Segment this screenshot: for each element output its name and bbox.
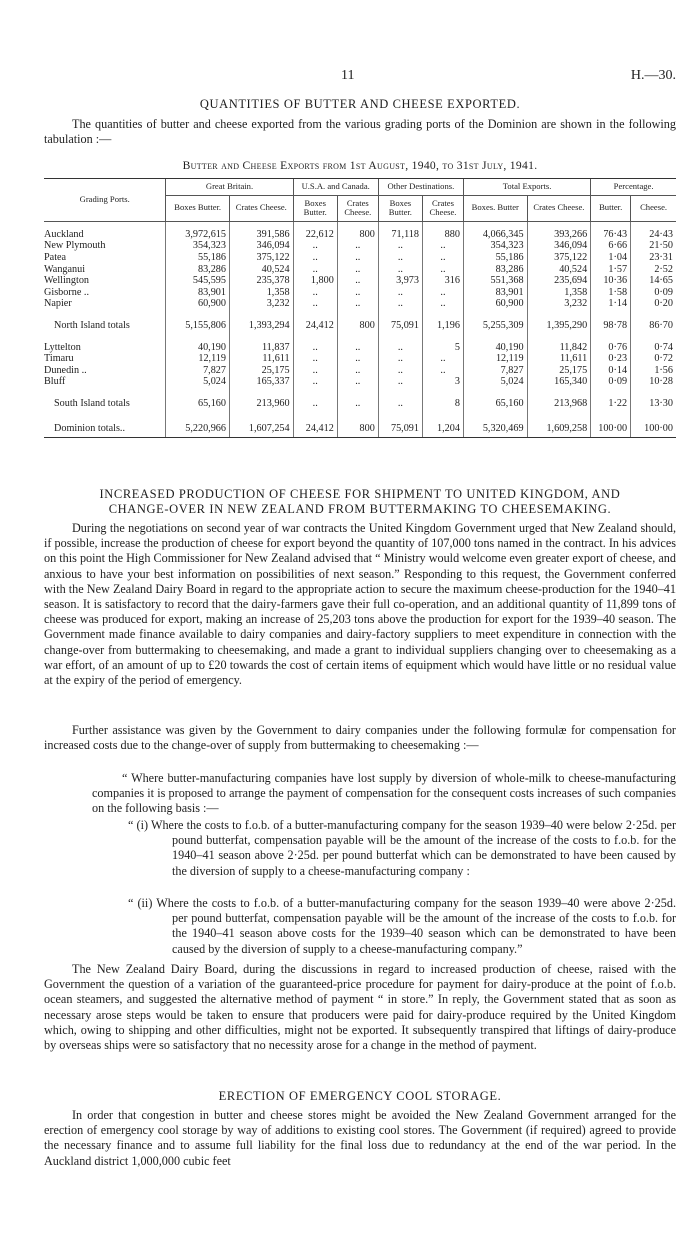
port-name-cell: Timaru	[44, 353, 74, 365]
spacer-cell	[591, 310, 631, 317]
spacer-cell	[44, 310, 166, 317]
value-cell: 235,694	[527, 275, 591, 287]
value-cell: 83,901	[463, 287, 527, 299]
header-total-exports: Total Exports.	[463, 179, 590, 196]
spacer-cell	[166, 310, 230, 317]
page-number: 11	[341, 68, 355, 83]
spacer-cell	[166, 335, 230, 342]
spacer-cell	[463, 221, 527, 229]
value-cell: ..	[378, 395, 422, 413]
value-cell: 0·72	[631, 353, 676, 365]
value-cell: 3,232	[527, 298, 591, 310]
spacer-cell	[631, 413, 676, 420]
spacer-cell	[378, 310, 422, 317]
paragraph-dairy-board: The New Zealand Dairy Board, during the discussions in regard to increased production of cheese, raised with the Government the question of a variation of the guaranteed-price procedure for payment for dairy-produce at the point of f.o.b. ocean steamers, and suggested the alternative method of payment “ in store.” In reply, the Government stated that as soon as necessary arose steps would be taken to ensure that producers were paid for dairy-produce required by the United Kingdom which, owing to shipping and other difficulties, might not be exported. It subsequently transpired that liftings of dairy-produce by overseas ships were so satisfactory that no necessity arose for a change in the method of payment.	[44, 962, 676, 1053]
value-cell: 4,066,345	[463, 229, 527, 241]
value-cell: 5,255,309	[463, 317, 527, 335]
value-cell: 1·14	[591, 298, 631, 310]
value-cell: ..	[337, 252, 378, 264]
value-cell: 55,186	[463, 252, 527, 264]
subheader-cell: Boxes Butter.	[166, 195, 230, 221]
spacer-cell	[229, 221, 293, 229]
table-row	[44, 365, 676, 377]
spacer-cell	[527, 335, 591, 342]
value-cell: ..	[293, 298, 337, 310]
value-cell: 0·76	[591, 342, 631, 354]
spacer-cell	[44, 413, 166, 420]
table-spacer-row	[44, 388, 676, 395]
value-cell: ..	[422, 353, 463, 365]
port-name-cell: Lyttelton	[44, 341, 81, 353]
value-cell: 40,524	[527, 264, 591, 276]
value-cell: 1·04	[591, 252, 631, 264]
value-cell: 40,190	[463, 342, 527, 354]
spacer-cell	[378, 221, 422, 229]
value-cell: 1,800	[293, 275, 337, 287]
value-cell: 0·74	[631, 342, 676, 354]
spacer-cell	[166, 221, 230, 229]
value-cell: 213,968	[527, 395, 591, 413]
subheader-cell: Butter.	[591, 195, 631, 221]
value-cell: 22,612	[293, 229, 337, 241]
value-cell: 40,190	[166, 342, 230, 354]
value-cell: ..	[293, 376, 337, 388]
value-cell: 100·00	[591, 420, 631, 438]
port-name-cell: Auckland	[44, 228, 84, 240]
table-spacer-row	[44, 335, 676, 342]
spacer-cell	[422, 413, 463, 420]
table-row	[44, 252, 676, 264]
spacer-cell	[463, 413, 527, 420]
value-cell: ..	[337, 298, 378, 310]
value-cell: 316	[422, 275, 463, 287]
value-cell: 76·43	[591, 229, 631, 241]
subheader-cell: Crates Cheese.	[229, 195, 293, 221]
value-cell: 5	[422, 342, 463, 354]
value-cell: ..	[337, 342, 378, 354]
table-group-header-row	[44, 179, 676, 196]
value-cell: 800	[337, 420, 378, 438]
value-cell: 83,286	[463, 264, 527, 276]
value-cell: ..	[422, 252, 463, 264]
subheader-cell: Crates Cheese.	[337, 195, 378, 221]
spacer-cell	[293, 413, 337, 420]
value-cell: 375,122	[527, 252, 591, 264]
section-title-exports: QUANTITIES OF BUTTER AND CHEESE EXPORTED.	[199, 97, 521, 111]
value-cell: ..	[293, 252, 337, 264]
formula-item-i: “ (i) Where the costs to f.o.b. of a butter-manufacturing company for the season 1939–40 were below 2·25d. per pound butterfat, compensation payable will be the amount of the increase of the costs to f.o.b. for the 1940–41 season above 2·25d. per pound butterfat which can be demonstrated to have been caused by the diversion of supply to a cheese-manufacturing company :	[128, 818, 676, 878]
value-cell: 98·78	[591, 317, 631, 335]
spacer-cell	[631, 388, 676, 395]
header-usa-canada: U.S.A. and Canada.	[293, 179, 378, 196]
spacer-cell	[631, 335, 676, 342]
value-cell: 1·58	[591, 287, 631, 299]
value-cell: 6·66	[591, 240, 631, 252]
value-cell: ..	[422, 287, 463, 299]
table-row	[44, 353, 676, 365]
spacer-cell	[293, 388, 337, 395]
value-cell: 545,595	[166, 275, 230, 287]
value-cell: 1,196	[422, 317, 463, 335]
value-cell: 1,358	[527, 287, 591, 299]
value-cell: 75,091	[378, 420, 422, 438]
spacer-cell	[293, 221, 337, 229]
value-cell: ..	[293, 240, 337, 252]
value-cell: 40,524	[229, 264, 293, 276]
value-cell: ..	[378, 342, 422, 354]
table-spacer-row	[44, 221, 676, 229]
quote-compensation-basis: “ Where butter-manufacturing companies have lost supply by diversion of whole-milk to cheese-manufacturing companies it is proposed to arrange the payment of compensation for the consequent costs increases of such companies on the following basis :—	[92, 771, 676, 816]
value-cell: ..	[337, 264, 378, 276]
port-name-cell: Bluff	[44, 376, 66, 388]
value-cell: 25,175	[527, 365, 591, 377]
value-cell: 12,119	[166, 353, 230, 365]
value-cell: 11,842	[527, 342, 591, 354]
spacer-cell	[527, 388, 591, 395]
value-cell: 12,119	[463, 353, 527, 365]
value-cell: ..	[337, 275, 378, 287]
spacer-cell	[44, 388, 166, 395]
spacer-cell	[463, 335, 527, 342]
value-cell: ..	[378, 353, 422, 365]
spacer-cell	[229, 310, 293, 317]
spacer-cell	[422, 388, 463, 395]
value-cell: 165,340	[527, 376, 591, 388]
value-cell: 71,118	[378, 229, 422, 241]
table-row	[44, 264, 676, 276]
value-cell: 24,412	[293, 420, 337, 438]
value-cell: 55,186	[166, 252, 230, 264]
value-cell: 7,827	[166, 365, 230, 377]
value-cell: 1·22	[591, 395, 631, 413]
value-cell: 13·30	[631, 395, 676, 413]
spacer-cell	[527, 413, 591, 420]
value-cell: ..	[422, 298, 463, 310]
paragraph-negotiations: During the negotiations on second year of war contracts the United Kingdom Government urged that New Zealand should, if possible, increase the production of cheese for export beyond the quantity of 107,000 tons named in the contract. In his advices on this point the High Commissioner for New Zealand advised that “ Ministry would welcome even greater export of cheese, and anxious to have your best information on possibilities of next season.” Responding to this request, the Government conferred with the New Zealand Dairy Board in regard to the appropriate action to secure the maximum cheese-production for the 1940–41 season. It is satisfactory to record that the dairy-farmers gave their full co-operation, and an additional quantity of 11,899 tons of cheese was produced for export, making an increase of 25,203 tons above the production for export for the 1939–40 season. The Government made finance available to dairy companies and dairy-factory suppliers to meet expenditure in connection with the change-over from buttermaking to cheesemaking, and made a grant to individual suppliers changing over to cheesemaking as a war effort, of an amount of up to £20 towards the cost of certain items of equipment which would have little or no residual value at the expiry of the period of emergency.	[44, 521, 676, 688]
subheader-cell: Boxes Butter.	[293, 195, 337, 221]
spacer-cell	[44, 335, 166, 342]
port-name-cell: North Island totals	[54, 319, 130, 331]
value-cell: 354,323	[166, 240, 230, 252]
value-cell: 11,611	[527, 353, 591, 365]
value-cell: 0·23	[591, 353, 631, 365]
value-cell: 21·50	[631, 240, 676, 252]
spacer-cell	[527, 310, 591, 317]
section-title-cheese-line1: INCREASED PRODUCTION OF CHEESE FOR SHIPMENT TO UNITED KINGDOM, AND	[99, 487, 621, 501]
subheader-cell: Boxes Butter.	[378, 195, 422, 221]
value-cell: 800	[337, 317, 378, 335]
value-cell: 8	[422, 395, 463, 413]
document-reference: H.—30.	[630, 68, 676, 83]
value-cell: 3,973	[378, 275, 422, 287]
table-row	[44, 342, 676, 354]
spacer-cell	[527, 221, 591, 229]
value-cell: 346,094	[527, 240, 591, 252]
spacer-cell	[422, 221, 463, 229]
exports-table	[44, 178, 676, 438]
value-cell: 10·28	[631, 376, 676, 388]
table-row	[44, 287, 676, 299]
value-cell: 0·20	[631, 298, 676, 310]
value-cell: ..	[378, 264, 422, 276]
value-cell: 65,160	[166, 395, 230, 413]
value-cell: ..	[293, 395, 337, 413]
value-cell: ..	[293, 353, 337, 365]
value-cell: 65,160	[463, 395, 527, 413]
intro-paragraph: The quantities of butter and cheese exported from the various grading ports of the Dominion are shown in the following tabulation :—	[44, 117, 676, 147]
port-name-cell: Dominion totals..	[44, 420, 166, 438]
spacer-cell	[422, 310, 463, 317]
table-row	[44, 376, 676, 388]
value-cell: 3	[422, 376, 463, 388]
value-cell: 2·52	[631, 264, 676, 276]
value-cell: ..	[337, 365, 378, 377]
value-cell: ..	[293, 342, 337, 354]
table-total-row	[44, 317, 676, 335]
value-cell: 551,368	[463, 275, 527, 287]
section-title-cheese-line2: CHANGE-OVER IN NEW ZEALAND FROM BUTTERMAKING TO CHEESEMAKING.	[108, 502, 612, 516]
header-percentage: Percentage.	[591, 179, 676, 196]
value-cell: 0·09	[631, 287, 676, 299]
value-cell: 86·70	[631, 317, 676, 335]
value-cell: ..	[422, 240, 463, 252]
value-cell: ..	[378, 252, 422, 264]
value-cell: 14·65	[631, 275, 676, 287]
value-cell: 0·09	[591, 376, 631, 388]
table-spacer-row	[44, 413, 676, 420]
spacer-cell	[44, 221, 166, 229]
table-row	[44, 240, 676, 252]
table-caption: Butter and Cheese Exports from 1st August, 1940, to 31st July, 1941.	[182, 159, 538, 172]
value-cell: 5,024	[166, 376, 230, 388]
paragraph-cool-storage: In order that congestion in butter and cheese stores might be avoided the New Zealand Government arranged for the erection of emergency cool storage by way of additions to existing cool stores. The Government (if required) agreed to provide the necessary finance and to assume full liability for the final loss due to redundancy at the end of the war period. In the Auckland district 1,000,000 cubic feet	[44, 1108, 676, 1168]
spacer-cell	[463, 388, 527, 395]
value-cell: 375,122	[229, 252, 293, 264]
header-grading-ports: Grading Ports.	[44, 179, 166, 222]
spacer-cell	[337, 388, 378, 395]
spacer-cell	[337, 221, 378, 229]
value-cell: ..	[422, 365, 463, 377]
port-name-cell: Wanganui	[44, 263, 86, 275]
spacer-cell	[591, 413, 631, 420]
spacer-cell	[229, 413, 293, 420]
table-total-row	[44, 395, 676, 413]
port-name-cell: South Island totals	[54, 397, 130, 409]
spacer-cell	[631, 221, 676, 229]
value-cell: 23·31	[631, 252, 676, 264]
value-cell: 393,266	[527, 229, 591, 241]
port-name-cell: Wellington	[44, 275, 90, 287]
table-row	[44, 298, 676, 310]
value-cell: 83,286	[166, 264, 230, 276]
spacer-cell	[229, 388, 293, 395]
value-cell: 100·00	[631, 420, 676, 438]
value-cell: ..	[422, 264, 463, 276]
value-cell: 5,220,966	[166, 420, 230, 438]
table-row	[44, 229, 676, 241]
value-cell: 800	[337, 229, 378, 241]
value-cell: ..	[337, 240, 378, 252]
port-name-cell: New Plymouth	[44, 240, 106, 252]
spacer-cell	[631, 310, 676, 317]
value-cell: 5,024	[463, 376, 527, 388]
value-cell: 1,393,294	[229, 317, 293, 335]
value-cell: ..	[337, 353, 378, 365]
value-cell: 391,586	[229, 229, 293, 241]
value-cell: 60,900	[463, 298, 527, 310]
value-cell: 346,094	[229, 240, 293, 252]
value-cell: 25,175	[229, 365, 293, 377]
value-cell: 7,827	[463, 365, 527, 377]
spacer-cell	[337, 413, 378, 420]
spacer-cell	[422, 335, 463, 342]
value-cell: 24,412	[293, 317, 337, 335]
spacer-cell	[166, 388, 230, 395]
header-great-britain: Great Britain.	[166, 179, 293, 196]
value-cell: 10·36	[591, 275, 631, 287]
value-cell: 5,155,806	[166, 317, 230, 335]
spacer-cell	[337, 335, 378, 342]
value-cell: 213,960	[229, 395, 293, 413]
port-name-cell: Patea	[44, 251, 67, 263]
value-cell: 24·43	[631, 229, 676, 241]
value-cell: ..	[293, 365, 337, 377]
value-cell: ..	[337, 395, 378, 413]
subheader-cell: Crates Cheese.	[527, 195, 591, 221]
formula-item-ii: “ (ii) Where the costs to f.o.b. of a butter-manufacturing company for the season 1939–40 were above 2·25d. per pound butterfat, compensation payable will be the amount of the increase of the costs to f.o.b. for the 1940–41 season above costs for the 1939–40 season which can be demonstrated to have been caused by the diversion of supply to a cheese-manufacturing company.”	[128, 896, 676, 956]
spacer-cell	[591, 388, 631, 395]
value-cell: ..	[378, 287, 422, 299]
value-cell: 1,204	[422, 420, 463, 438]
value-cell: 165,337	[229, 376, 293, 388]
spacer-cell	[293, 310, 337, 317]
value-cell: 75,091	[378, 317, 422, 335]
value-cell: 1,607,254	[229, 420, 293, 438]
value-cell: 5,320,469	[463, 420, 527, 438]
value-cell: 0·14	[591, 365, 631, 377]
value-cell: 1,609,258	[527, 420, 591, 438]
spacer-cell	[337, 310, 378, 317]
subheader-cell: Boxes. Butter	[463, 195, 527, 221]
spacer-cell	[591, 335, 631, 342]
subheader-cell: Crates Cheese.	[422, 195, 463, 221]
subheader-cell: Cheese.	[631, 195, 676, 221]
value-cell: 1·57	[591, 264, 631, 276]
value-cell: ..	[378, 240, 422, 252]
spacer-cell	[378, 335, 422, 342]
value-cell: 1,358	[229, 287, 293, 299]
spacer-cell	[229, 335, 293, 342]
spacer-cell	[378, 413, 422, 420]
port-name-cell: Dunedin ..	[44, 364, 87, 376]
value-cell: ..	[378, 298, 422, 310]
spacer-cell	[293, 335, 337, 342]
value-cell: 83,901	[166, 287, 230, 299]
value-cell: 3,232	[229, 298, 293, 310]
value-cell: ..	[337, 287, 378, 299]
table-spacer-row	[44, 310, 676, 317]
value-cell: ..	[378, 376, 422, 388]
spacer-cell	[378, 388, 422, 395]
table-row	[44, 275, 676, 287]
value-cell: 11,611	[229, 353, 293, 365]
section-title-cool-storage: ERECTION OF EMERGENCY COOL STORAGE.	[218, 1089, 502, 1103]
value-cell: 3,972,615	[166, 229, 230, 241]
value-cell: 60,900	[166, 298, 230, 310]
port-name-cell: Napier	[44, 298, 72, 310]
header-other-destinations: Other Destinations.	[378, 179, 463, 196]
spacer-cell	[591, 221, 631, 229]
paragraph-further-assistance: Further assistance was given by the Government to dairy companies under the following formulæ for compensation for increased costs due to the change-over of supply from buttermaking to cheesemaking :—	[44, 723, 676, 753]
value-cell: ..	[337, 376, 378, 388]
value-cell: ..	[293, 264, 337, 276]
table-total-row	[44, 420, 676, 438]
value-cell: 354,323	[463, 240, 527, 252]
value-cell: 235,378	[229, 275, 293, 287]
port-name-cell: Gisborne ..	[44, 286, 89, 298]
value-cell: ..	[293, 287, 337, 299]
value-cell: 11,837	[229, 342, 293, 354]
spacer-cell	[166, 413, 230, 420]
table-body	[44, 221, 676, 437]
value-cell: 1,395,290	[527, 317, 591, 335]
spacer-cell	[463, 310, 527, 317]
value-cell: 880	[422, 229, 463, 241]
value-cell: ..	[378, 365, 422, 377]
value-cell: 1·56	[631, 365, 676, 377]
